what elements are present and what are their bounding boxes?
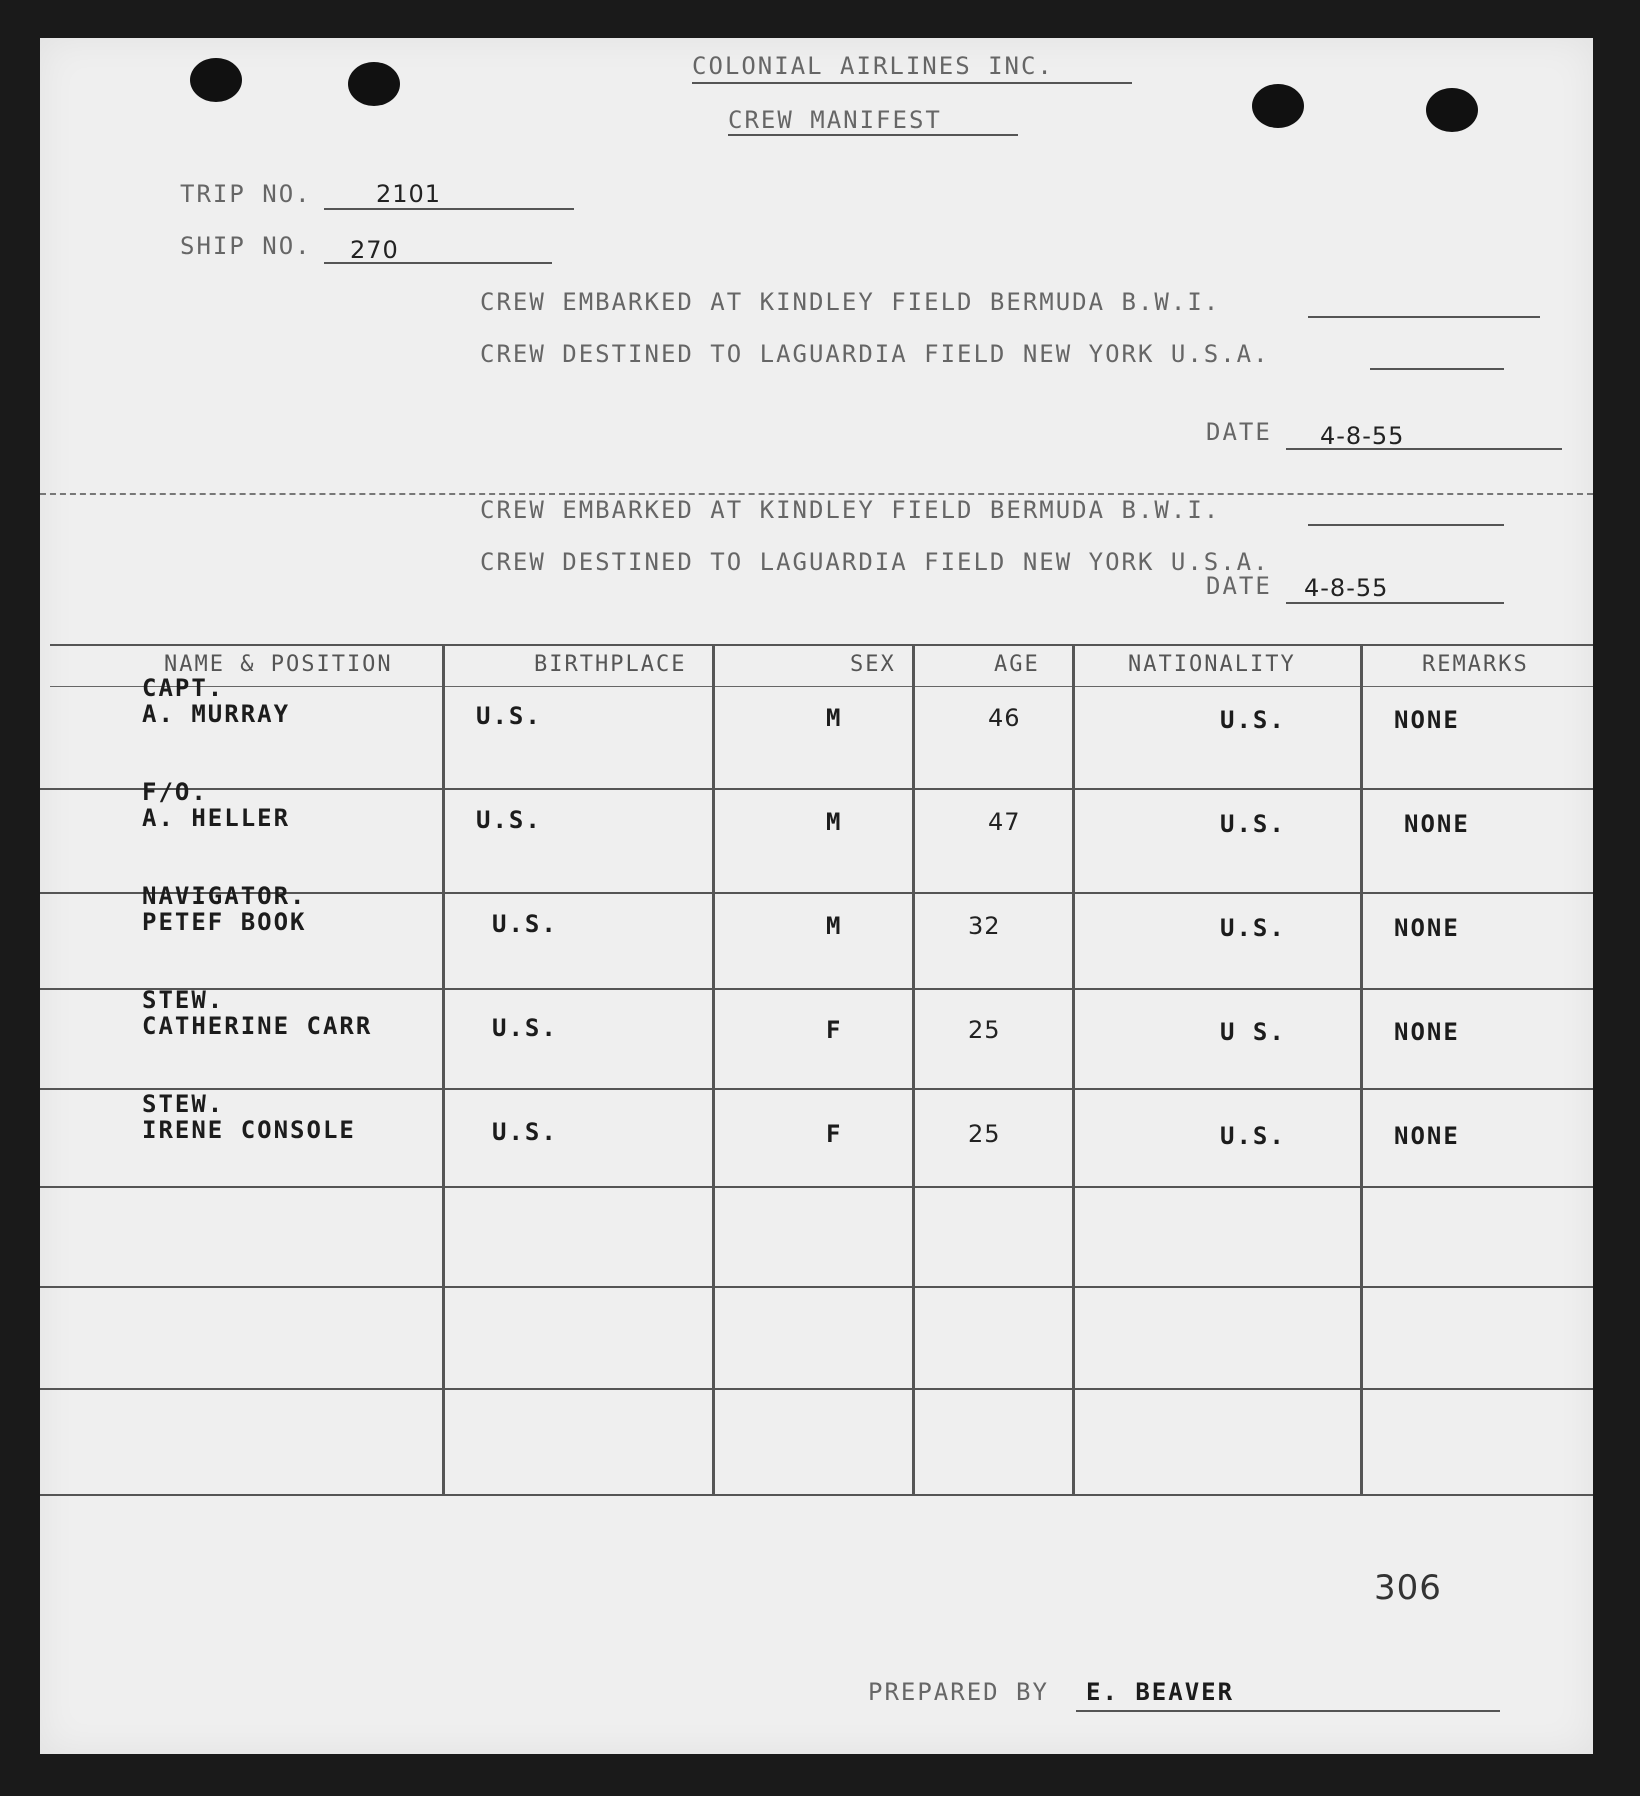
crew-sex: F bbox=[826, 1016, 843, 1044]
col-divider-4 bbox=[1072, 644, 1075, 1494]
col-header-remarks: REMARKS bbox=[1422, 652, 1529, 677]
col-header-birthplace: BIRTHPLACE bbox=[534, 652, 687, 677]
col-header-sex: SEX bbox=[850, 652, 896, 677]
punch-hole-4 bbox=[1426, 88, 1478, 132]
crew-sex: M bbox=[826, 808, 843, 836]
destined-line-1: CREW DESTINED TO LAGUARDIA FIELD NEW YORK U.S.A. bbox=[480, 340, 1270, 368]
crew-sex: M bbox=[826, 704, 843, 732]
crew-remarks: NONE bbox=[1404, 810, 1470, 838]
col-divider-1 bbox=[442, 644, 445, 1494]
col-header-age: AGE bbox=[994, 652, 1040, 677]
embarked-line-2: CREW EMBARKED AT KINDLEY FIELD BERMUDA B.W.I. bbox=[480, 496, 1221, 524]
crew-position: NAVIGATOR. bbox=[142, 882, 307, 910]
fold-divider bbox=[40, 493, 1593, 495]
crew-age: 25 bbox=[968, 1016, 1001, 1044]
crew-nationality: U.S. bbox=[1220, 914, 1286, 942]
company-name: COLONIAL AIRLINES INC. bbox=[692, 52, 1054, 80]
date-value-2: 4-8-55 bbox=[1304, 574, 1389, 602]
crew-sex: F bbox=[826, 1120, 843, 1148]
table-bottom-rule bbox=[40, 1494, 1593, 1496]
crew-birthplace: U.S. bbox=[476, 702, 542, 730]
document-title: CREW MANIFEST bbox=[728, 106, 942, 134]
company-underline bbox=[692, 82, 1132, 84]
ship-no-value: 270 bbox=[350, 236, 399, 264]
crew-position: F/O. bbox=[142, 778, 208, 806]
date-value-1: 4-8-55 bbox=[1320, 422, 1405, 450]
crew-remarks: NONE bbox=[1394, 1122, 1460, 1150]
date-line-2 bbox=[1286, 602, 1504, 604]
embarked-line-1: CREW EMBARKED AT KINDLEY FIELD BERMUDA B.W.I. bbox=[480, 288, 1221, 316]
crew-name: IRENE CONSOLE bbox=[142, 1116, 356, 1144]
date-line-1 bbox=[1286, 448, 1562, 450]
crew-name: PETEF BOOK bbox=[142, 908, 307, 936]
crew-age: 25 bbox=[968, 1120, 1001, 1148]
punch-hole-2 bbox=[348, 62, 400, 106]
crew-birthplace: U.S. bbox=[476, 806, 542, 834]
crew-position: STEW. bbox=[142, 1090, 225, 1118]
ship-no-label: SHIP NO. bbox=[180, 232, 312, 260]
crew-name: A. MURRAY bbox=[142, 700, 291, 728]
col-divider-2 bbox=[712, 644, 715, 1494]
crew-name: A. HELLER bbox=[142, 804, 291, 832]
trip-no-line bbox=[324, 208, 574, 210]
trip-no-label: TRIP NO. bbox=[180, 180, 312, 208]
crew-position: STEW. bbox=[142, 986, 225, 1014]
col-divider-5 bbox=[1360, 644, 1363, 1494]
destined-line-1-blank bbox=[1370, 368, 1504, 370]
prepared-by-value: E. BEAVER bbox=[1086, 1678, 1235, 1706]
col-header-name: NAME & POSITION bbox=[164, 652, 393, 677]
trip-no-value: 2101 bbox=[376, 180, 442, 208]
page-number: 306 bbox=[1374, 1568, 1442, 1608]
title-underline bbox=[728, 134, 1018, 136]
crew-remarks: NONE bbox=[1394, 1018, 1460, 1046]
punch-hole-1 bbox=[190, 58, 242, 102]
crew-remarks: NONE bbox=[1394, 706, 1460, 734]
embarked-line-1-blank bbox=[1308, 316, 1540, 318]
crew-age: 32 bbox=[968, 912, 1001, 940]
crew-position: CAPT. bbox=[142, 674, 225, 702]
crew-remarks: NONE bbox=[1394, 914, 1460, 942]
embarked-line-2-blank bbox=[1308, 524, 1504, 526]
crew-nationality: U.S. bbox=[1220, 1122, 1286, 1150]
prepared-by-line bbox=[1076, 1710, 1500, 1712]
date-label-2: DATE bbox=[1206, 572, 1272, 600]
ship-no-line bbox=[324, 262, 552, 264]
crew-age: 47 bbox=[988, 808, 1021, 836]
crew-nationality: U S. bbox=[1220, 1018, 1286, 1046]
manifest-sheet bbox=[40, 38, 1593, 1754]
crew-sex: M bbox=[826, 912, 843, 940]
destined-line-2: CREW DESTINED TO LAGUARDIA FIELD NEW YORK U.S.A. bbox=[480, 548, 1270, 576]
crew-nationality: U.S. bbox=[1220, 810, 1286, 838]
crew-age: 46 bbox=[988, 704, 1021, 732]
crew-nationality: U.S. bbox=[1220, 706, 1286, 734]
date-label-1: DATE bbox=[1206, 418, 1272, 446]
crew-birthplace: U.S. bbox=[492, 910, 558, 938]
col-header-nationality: NATIONALITY bbox=[1128, 652, 1296, 677]
col-divider-3 bbox=[912, 644, 915, 1494]
prepared-by-label: PREPARED BY bbox=[868, 1678, 1049, 1706]
crew-birthplace: U.S. bbox=[492, 1118, 558, 1146]
crew-name: CATHERINE CARR bbox=[142, 1012, 373, 1040]
crew-birthplace: U.S. bbox=[492, 1014, 558, 1042]
punch-hole-3 bbox=[1252, 84, 1304, 128]
